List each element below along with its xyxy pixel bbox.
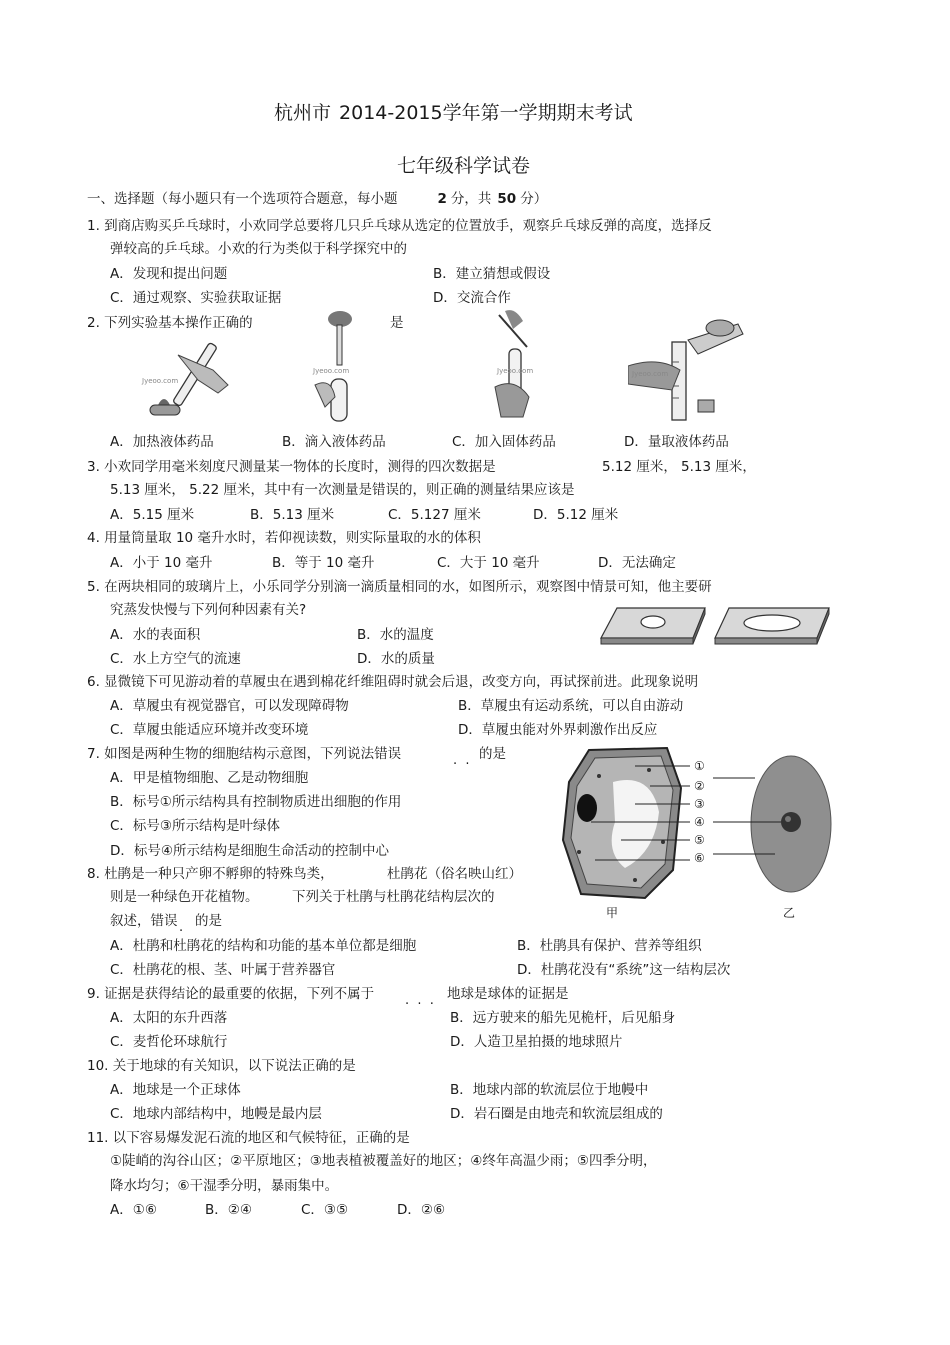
- q8-stem-line2a: 则是一种绿色开花植物。: [110, 889, 259, 905]
- q3-option-a: A．5.15 厘米: [110, 507, 195, 523]
- q5-stem-line2: 究蒸发快慢与下列何种因素有关?: [110, 602, 307, 618]
- q8-option-d: D．杜鹃花没有“系统”这一结构层次: [517, 962, 731, 978]
- q11-stem-line2: ①陡峭的沟谷山区；②平原地区；③地表植被覆盖好的地区；④终年高温少雨；⑤四季分明，: [110, 1153, 657, 1169]
- q8-stem-line2b: 下列关于杜鹃与杜鹃花结构层次的: [292, 889, 495, 905]
- q7-label-1: ①: [694, 759, 705, 773]
- q2-figure-d-cylinder: [628, 312, 748, 422]
- q1-option-d: D．交流合作: [433, 290, 511, 306]
- q11-option-a: A．①⑥: [110, 1202, 157, 1218]
- q8-option-a: A．杜鹃和杜鹃花的结构和功能的基本单位都是细胞: [110, 938, 417, 954]
- q2-figure-c-solid: [485, 307, 545, 425]
- q2-option-d: D．量取液体药品: [624, 434, 729, 450]
- emphasis-dot: .: [179, 920, 184, 935]
- q5-option-a: A．水的表面积: [110, 627, 201, 643]
- q6-stem: 6. 显微镜下可见游动着的草履虫在遇到棉花纤维阻碍时就会后退，改变方向，再试探前进。此现象说明: [87, 674, 699, 690]
- q8-stem-line3a: 叙述，错误: [110, 913, 178, 929]
- q2-watermark-c: Jyeoo.com: [497, 367, 534, 375]
- q5-stem-line1: 5. 在两块相同的玻璃片上，小乐同学分别滴一滴质量相同的水，如图所示，观察图中情景可知，他主要研: [87, 579, 712, 595]
- q8-stem-line3b: 的是: [195, 913, 222, 929]
- q1-option-a: A．发现和提出问题: [110, 266, 228, 282]
- q4-option-d: D．无法确定: [598, 555, 676, 571]
- q2-stem-tail: 是: [390, 315, 404, 331]
- q3-option-c: C．5.127 厘米: [388, 507, 481, 523]
- q1-stem-line1: 1. 到商店购买乒乓球时，小欢同学总要将几只乒乓球从选定的位置放手，观察乒乓球反弹的高度，选择反: [87, 218, 712, 234]
- q1-stem-line2: 弹较高的乒乓球。小欢的行为类似于科学探究中的: [110, 241, 407, 257]
- q7-label-6: ⑥: [694, 851, 705, 865]
- q7-label-4: ④: [694, 815, 705, 829]
- q5-option-c: C．水上方空气的流速: [110, 651, 241, 667]
- q6-option-d: D．草履虫能对外界刺激作出反应: [458, 722, 658, 738]
- q2-watermark-a: Jyeoo.com: [142, 377, 179, 385]
- q9-stem: 9. 证据是获得结论的最重要的依据，下列不属于: [87, 986, 375, 1002]
- q9-option-b: B．远方驶来的船先见桅杆，后见船身: [450, 1010, 676, 1026]
- q9-option-a: A．太阳的东升西落: [110, 1010, 228, 1026]
- q10-option-d: D．岩石圈是由地壳和软流层组成的: [450, 1106, 663, 1122]
- q3-value-1: 5.12 厘米，: [602, 459, 677, 475]
- q9-stem-tail: 地球是球体的证据是: [447, 986, 569, 1002]
- page-title: [274, 101, 633, 125]
- q6-option-b: B．草履虫有运动系统，可以自由游动: [458, 698, 684, 714]
- q5-figure-glass-plates: [597, 604, 837, 650]
- q10-option-c: C．地球内部结构中，地幔是最内层: [110, 1106, 322, 1122]
- emphasis-dots: . . .: [405, 993, 434, 1008]
- q1-option-c: C．通过观察、实验获取证据: [110, 290, 282, 306]
- q9-option-c: C．麦哲伦环球航行: [110, 1034, 228, 1050]
- title-city: 杭州市: [274, 102, 332, 124]
- q2-option-c: C．加入固体药品: [452, 434, 556, 450]
- title-rest: 学年第一学期期末考试: [442, 102, 633, 124]
- q2-option-b: B．滴入液体药品: [282, 434, 386, 450]
- q7-option-b: B．标号①所示结构具有控制物质进出细胞的作用: [110, 794, 402, 810]
- q7-option-c: C．标号③所示结构是叶绿体: [110, 818, 281, 834]
- q6-option-a: A．草履虫有视觉器官，可以发现障碍物: [110, 698, 349, 714]
- q7-stem: 7. 如图是两种生物的细胞结构示意图，下列说法错误: [87, 746, 402, 762]
- q6-option-c: C．草履虫能适应环境并改变环境: [110, 722, 309, 738]
- q8-stem-line1b: 杜鹃花（俗名映山红）: [387, 866, 522, 882]
- q7-option-d: D．标号④所示结构是细胞生命活动的控制中心: [110, 843, 389, 859]
- q7-label-2: ②: [694, 779, 705, 793]
- q7-stem-tail: 的是: [479, 746, 506, 762]
- page-subtitle: 七年级科学试卷: [397, 155, 531, 177]
- q8-option-b: B．杜鹃具有保护、营养等组织: [517, 938, 702, 954]
- q7-label-5: ⑤: [694, 833, 705, 847]
- q7-cell-jia-label: 甲: [606, 906, 619, 920]
- q7-label-3: ③: [694, 797, 705, 811]
- q10-option-b: B．地球内部的软流层位于地幔中: [450, 1082, 649, 1098]
- q2-stem: 2. 下列实验基本操作正确的: [87, 315, 253, 331]
- title-years: 2014-2015: [339, 102, 443, 124]
- q7-cell-yi-label: 乙: [783, 906, 796, 920]
- q2-figure-b-dropper: [305, 307, 375, 425]
- q2-watermark-d: Jyeoo.com: [632, 370, 669, 378]
- q10-stem: 10. 关于地球的有关知识，以下说法正确的是: [87, 1058, 356, 1074]
- q5-option-b: B．水的温度: [357, 627, 434, 643]
- q2-option-a: A．加热液体药品: [110, 434, 214, 450]
- q10-option-a: A．地球是一个正球体: [110, 1082, 241, 1098]
- q4-stem: 4. 用量筒量取 10 毫升水时，若仰视读数，则实际量取的水的体积: [87, 530, 481, 546]
- q3-stem-line2: 5.13 厘米， 5.22 厘米，其中有一次测量是错误的，则正确的测量结果应该是: [110, 482, 575, 498]
- q11-option-c: C．③⑤: [301, 1202, 349, 1218]
- q11-option-d: D．②⑥: [397, 1202, 446, 1218]
- q9-option-d: D．人造卫星拍摄的地球照片: [450, 1034, 623, 1050]
- q2-figure-a-heating: [138, 335, 238, 425]
- q3-option-b: B．5.13 厘米: [250, 507, 335, 523]
- q11-stem: 11. 以下容易爆发泥石流的地区和气候特征，正确的是: [87, 1130, 410, 1146]
- q2-watermark-b: Jyeoo.com: [313, 367, 350, 375]
- q11-option-b: B．②④: [205, 1202, 252, 1218]
- section-header: 一、选择题（每小题只有一个选项符合题意，每小题 2 分，共 50 分）: [87, 191, 548, 207]
- q11-stem-line3: 降水均匀；⑥干湿季分明，暴雨集中。: [110, 1178, 339, 1194]
- q8-stem-line1a: 8. 杜鹃是一种只产卵不孵卵的特殊鸟类，: [87, 866, 334, 882]
- q4-option-a: A．小于 10 毫升: [110, 555, 213, 571]
- q1-option-b: B．建立猜想或假设: [433, 266, 551, 282]
- q3-value-2: 5.13 厘米，: [681, 459, 756, 475]
- q8-option-c: C．杜鹃花的根、茎、叶属于营养器官: [110, 962, 336, 978]
- emphasis-dots: . .: [453, 753, 470, 768]
- q3-stem-line1: 3. 小欢同学用毫米刻度尺测量某一物体的长度时，测得的四次数据是: [87, 459, 496, 475]
- q4-option-b: B．等于 10 毫升: [272, 555, 375, 571]
- q5-option-d: D．水的质量: [357, 651, 435, 667]
- q4-option-c: C．大于 10 毫升: [437, 555, 540, 571]
- q3-option-d: D．5.12 厘米: [533, 507, 619, 523]
- q7-option-a: A．甲是植物细胞、乙是动物细胞: [110, 770, 309, 786]
